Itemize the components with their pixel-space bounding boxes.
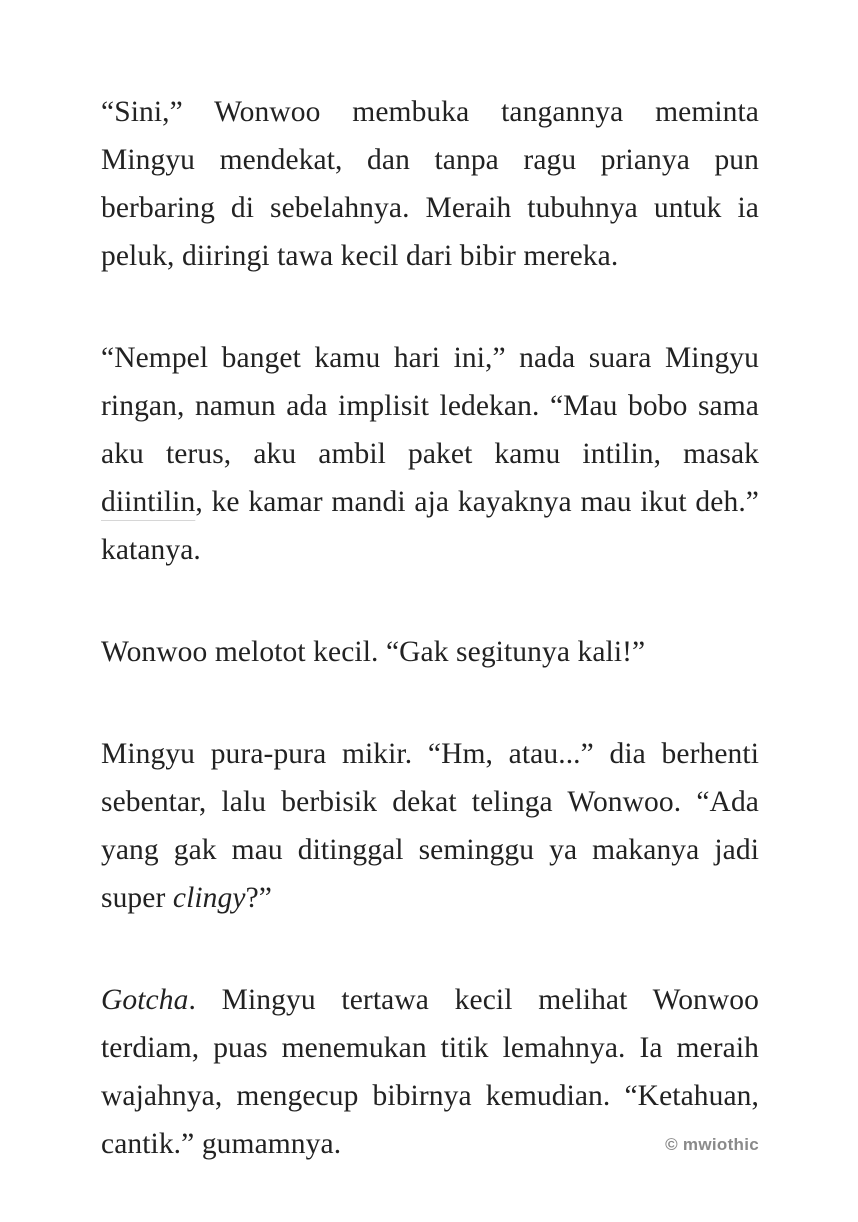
paragraph-5 [101, 976, 759, 1168]
paragraph-5-italic-word: Gotcha [101, 984, 189, 1016]
paragraph-4 [101, 730, 759, 922]
author-credit: © mwiothic [665, 1135, 759, 1154]
story-text [101, 88, 759, 1222]
paragraph-2 [101, 334, 759, 574]
paragraph-2-text-start: “Nempel banget kamu hari ini,” nada suara Mingyu ringan, namun ada implisit ledekan. “Mau bobo sama aku terus, aku ambil paket kamu intilin, masak [101, 342, 759, 470]
paragraph-5-text: . Mingyu tertawa kecil melihat Wonwoo terdiam, puas menemukan titik lemahnya. Ia meraih wajahnya, mengecup bibirnya kemudian. “Ketahuan, cantik.” gumamnya. [101, 984, 759, 1160]
paragraph-1: “Sini,” Wonwoo membuka tangannya meminta Mingyu mendekat, dan tanpa ragu prianya pun berbaring di sebelahnya. Meraih tubuhnya untuk ia peluk, diiringi tawa kecil dari bibir mereka. [101, 96, 759, 272]
paragraph-2-underlined-word: diintilin [101, 486, 196, 518]
paragraph-4-italic-word: clingy [172, 882, 246, 914]
paragraph-2-text-end: , ke kamar mandi aja kayaknya mau ikut deh.” katanya. [101, 486, 759, 566]
paragraph-3: Wonwoo melotot kecil. “Gak segitunya kali!” [101, 636, 646, 668]
paragraph-4-text-end: ?” [245, 882, 272, 914]
paragraph-4-text-start: Mingyu pura-pura mikir. “Hm, atau...” dia berhenti sebentar, lalu berbisik dekat telinga Wonwoo. “Ada yang gak mau ditinggal seminggu ya makanya jadi super [101, 738, 759, 914]
